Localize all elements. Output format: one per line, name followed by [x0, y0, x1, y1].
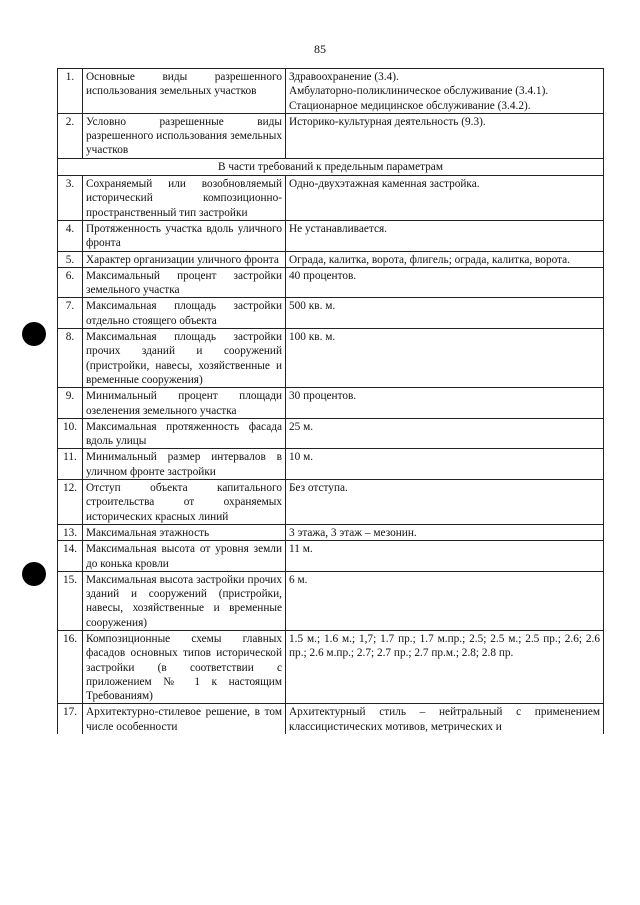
parameter-value: 3 этажа, 3 этаж – мезонин.	[286, 524, 604, 540]
parameter-value: 6 м.	[286, 571, 604, 630]
parameter-name: Композиционные схемы главных фасадов основных типов исторической застройки (в соответствии с приложением № 1 к настоящим Требованиям)	[83, 630, 286, 703]
table-row	[58, 113, 604, 158]
parameter-name: Максимальная площадь застройки прочих зданий и сооружений (пристройки, навесы, хозяйственные и временные сооружения)	[83, 329, 286, 388]
parameter-value: Не устанавливается.	[286, 220, 604, 251]
parameter-name: Архитектурно-стилевое решение, в том числе особенности	[83, 704, 286, 734]
table-row	[58, 418, 604, 449]
table-row	[58, 571, 604, 630]
parameter-value: 11 м.	[286, 541, 604, 572]
row-number: 4.	[58, 220, 83, 251]
table-row	[58, 298, 604, 329]
parameter-value: 30 процентов.	[286, 388, 604, 419]
table-row	[58, 704, 604, 734]
parameter-name: Характер организации уличного фронта	[83, 251, 286, 267]
row-number: 15.	[58, 571, 83, 630]
table-row	[58, 267, 604, 298]
value-line: Историко-культурная деятельность (9.3).	[289, 115, 486, 128]
value-line: Амбулаторно-поликлиническое обслуживание (3.4.1).	[289, 85, 549, 98]
parameter-name: Основные виды разрешенного использования земельных участков	[83, 69, 286, 114]
row-number: 14.	[58, 541, 83, 572]
table-row	[58, 524, 604, 540]
parameter-value: 40 процентов.	[286, 267, 604, 298]
table-row	[58, 69, 604, 114]
row-number: 2.	[58, 113, 83, 158]
row-number: 7.	[58, 298, 83, 329]
parameter-name: Отступ объекта капитального строительства от охраняемых исторических красных линий	[83, 480, 286, 525]
parameter-value	[286, 113, 604, 158]
row-number: 6.	[58, 267, 83, 298]
page-number: 85	[314, 42, 326, 56]
row-number: 5.	[58, 251, 83, 267]
parameter-name: Максимальная высота от уровня земли до конька кровли	[83, 541, 286, 572]
table-row	[58, 541, 604, 572]
row-number: 3.	[58, 176, 83, 221]
parameter-value: 100 кв. м.	[286, 329, 604, 388]
parameter-value: 10 м.	[286, 449, 604, 480]
parameter-value: 500 кв. м.	[286, 298, 604, 329]
parameter-name: Максимальная высота застройки прочих зданий и сооружений (пристройки, навесы, хозяйственные и временные сооружения)	[83, 571, 286, 630]
parameter-name: Протяженность участка вдоль уличного фронта	[83, 220, 286, 251]
parameter-value: Архитектурный стиль – нейтральный с применением классицистических мотивов, метрических и	[286, 704, 604, 734]
parameter-name: Минимальный размер интервалов в уличном фронте застройки	[83, 449, 286, 480]
parameter-value: 1.5 м.; 1.6 м.; 1,7; 1.7 пр.; 1.7 м.пр.; 2.5; 2.5 м.; 2.5 пр.; 2.6; 2.6 пр.; 2.6 м.пр.; 2.7; 2.7 пр.; 2.7 пр.м.; 2.8; 2.8 пр.	[286, 630, 604, 703]
parameter-name: Максимальный процент застройки земельного участка	[83, 267, 286, 298]
parameter-name: Минимальный процент площади озеленения земельного участка	[83, 388, 286, 419]
table-row	[58, 630, 604, 703]
parameter-value	[286, 69, 604, 114]
table-row	[58, 480, 604, 525]
row-number: 17.	[58, 704, 83, 734]
value-line: Стационарное медицинское обслуживание (3.4.2).	[289, 99, 531, 112]
parameter-name: Максимальная этажность	[83, 524, 286, 540]
parameter-name: Максимальная протяженность фасада вдоль улицы	[83, 418, 286, 449]
table-row	[58, 329, 604, 388]
value-line: Здравоохранение (3.4).	[289, 71, 399, 83]
parameter-name: Условно разрешенные виды разрешенного использования земельных участков	[83, 113, 286, 158]
row-number: 8.	[58, 329, 83, 388]
row-number: 10.	[58, 418, 83, 449]
parameter-value: Одно-двухэтажная каменная застройка.	[286, 176, 604, 221]
table-row	[58, 176, 604, 221]
parameter-name: Максимальная площадь застройки отдельно стоящего объекта	[83, 298, 286, 329]
row-number: 11.	[58, 449, 83, 480]
row-number: 13.	[58, 524, 83, 540]
row-number: 12.	[58, 480, 83, 525]
section-row	[58, 158, 604, 175]
table-row	[58, 220, 604, 251]
row-number: 1.	[58, 69, 83, 114]
row-number: 9.	[58, 388, 83, 419]
table-row	[58, 251, 604, 267]
requirements-table	[57, 68, 604, 734]
binder-hole	[22, 562, 46, 586]
table-row	[58, 449, 604, 480]
table-row	[58, 388, 604, 419]
row-number: 16.	[58, 630, 83, 703]
parameter-value: 25 м.	[286, 418, 604, 449]
parameter-value: Без отступа.	[286, 480, 604, 525]
binder-hole	[22, 322, 46, 346]
parameter-value: Ограда, калитка, ворота, флигель; ограда, калитка, ворота.	[286, 251, 604, 267]
section-header: В части требований к предельным параметрам	[58, 158, 604, 175]
parameter-name: Сохраняемый или возобновляемый исторический композиционно-пространственный тип застройки	[83, 176, 286, 221]
